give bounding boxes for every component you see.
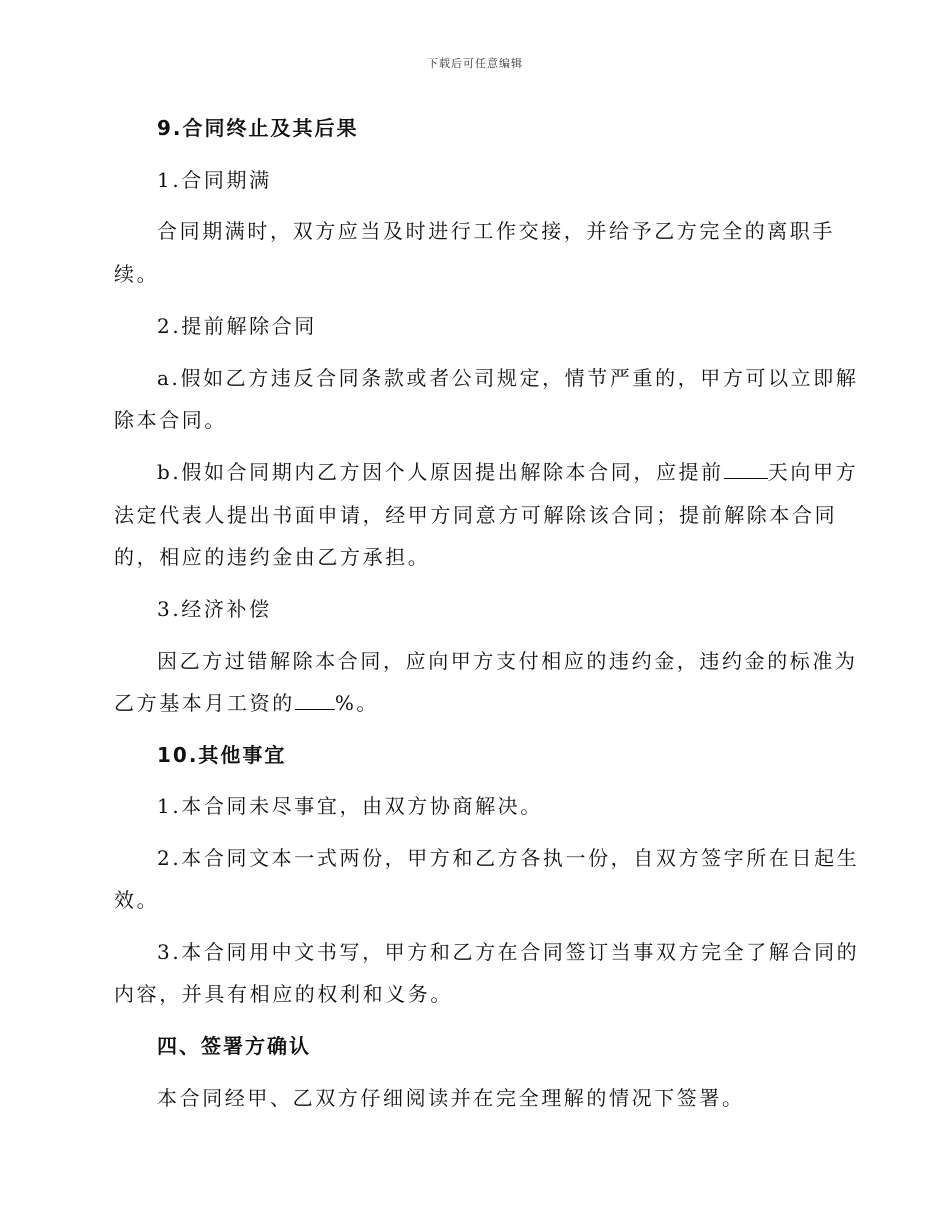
clause-9-2b-line-2: 法定代表人提出书面申请，经甲方同意方可解除该合同；提前解除本合同 [114, 503, 838, 527]
section-4-heading: 四、签署方确认 [157, 1034, 311, 1058]
clause-10-2-line-2: 效。 [114, 888, 160, 912]
clause-10-2-line-1: 2.本合同文本一式两份，甲方和乙方各执一份，自双方签字所在日起生 [157, 846, 860, 870]
clause-9-3-line-2-pre: 乙方基本月工资的 [114, 691, 295, 715]
clause-9-1-text-line-1: 合同期满时，双方应当及时进行工作交接，并给予乙方完全的离职手 [157, 219, 835, 243]
clause-9-3-line-2-post: %。 [334, 691, 380, 715]
header-note: 下载后可任意编辑 [427, 57, 523, 70]
section-9-heading: 9.合同终止及其后果 [157, 116, 359, 140]
clause-9-2b-line-1-pre: b.假如合同期内乙方因个人原因提出解除本合同，应提前 [157, 460, 724, 484]
clause-9-3-line-2 [114, 691, 379, 715]
clause-9-2a-line-2: 除本合同。 [114, 408, 227, 432]
days-blank-field[interactable] [724, 460, 768, 479]
clause-9-3-line-1: 因乙方过错解除本合同，应向甲方支付相应的违约金，违约金的标准为 [157, 649, 858, 673]
clause-9-2-title: 2.提前解除合同 [157, 314, 317, 338]
clause-10-1: 1.本合同未尽事宜，由双方协商解决。 [157, 794, 543, 818]
clause-10-3-line-1: 3.本合同用中文书写，甲方和乙方在合同签订当事双方完全了解合同的 [157, 940, 860, 964]
clause-9-2b-line-3: 的，相应的违约金由乙方承担。 [114, 545, 431, 569]
section-4-text: 本合同经甲、乙双方仔细阅读并在完全理解的情况下签署。 [157, 1086, 745, 1110]
clause-9-2a-line-1: a.假如乙方违反合同条款或者公司规定，情节严重的，甲方可以立即解 [157, 366, 859, 390]
clause-9-2b-line-1 [157, 460, 858, 484]
clause-9-1-title: 1.合同期满 [157, 168, 272, 192]
percent-blank-field[interactable] [295, 691, 335, 710]
clause-9-2b-line-1-post: 天向甲方 [767, 460, 859, 484]
clause-9-1-text-line-2: 续。 [114, 262, 160, 286]
section-10-heading: 10.其他事宜 [157, 743, 287, 767]
clause-10-3-line-2: 内容，并具有相应的权利和义务。 [114, 982, 453, 1006]
clause-9-3-title: 3.经济补偿 [157, 597, 272, 621]
